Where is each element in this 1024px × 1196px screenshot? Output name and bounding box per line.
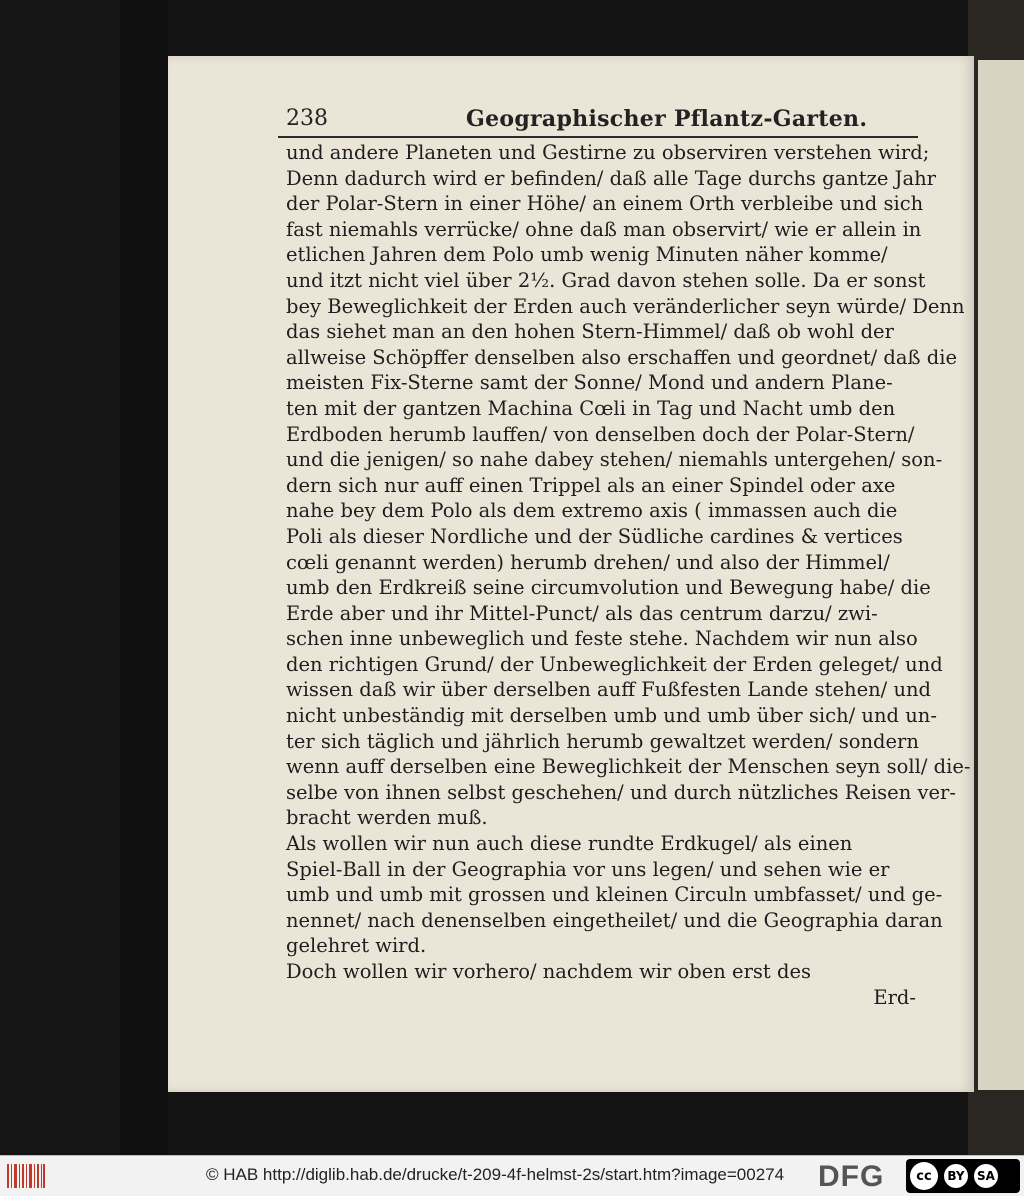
text-line: Spiel-Ball in der Geographia vor uns legen/ und sehen wie er bbox=[286, 857, 890, 881]
header-rule bbox=[278, 136, 918, 138]
text-line: und die jenigen/ so nahe dabey stehen/ niemahls untergehen/ son- bbox=[286, 448, 943, 472]
text-line: wissen daß wir über derselben auff Fußfesten Lande stehen/ und bbox=[286, 678, 932, 702]
text-line: Erdboden herumb lauffen/ von denselben doch der Polar-Stern/ bbox=[286, 422, 915, 446]
viewer-footer bbox=[0, 1155, 1024, 1196]
text-line: und itzt nicht viel über 2½. Grad davon stehen solle. Da er sonst bbox=[286, 268, 926, 292]
barcode-icon bbox=[6, 1162, 46, 1190]
text-line: und andere Planeten und Gestirne zu observiren verstehen wird; bbox=[286, 141, 930, 164]
text-line: meisten Fix-Sterne samt der Sonne/ Mond und andern Plane- bbox=[286, 371, 893, 395]
cc-license-badge[interactable] bbox=[906, 1159, 1020, 1193]
catchword: Erd- bbox=[873, 985, 916, 1009]
by-person-icon: BY bbox=[944, 1164, 968, 1188]
text-line: bey Beweglichkeit der Erden auch veränderlicher seyn würde/ Denn bbox=[286, 294, 965, 318]
next-page-edge bbox=[978, 60, 1024, 1090]
text-line: Poli als dieser Nordliche und der Südliche cardines & vertices bbox=[286, 524, 903, 548]
page-header bbox=[286, 106, 906, 136]
text-line: Denn dadurch wird er befinden/ daß alle Tage durchs gantze Jahr bbox=[286, 166, 936, 190]
text-line: das siehet man an den hohen Stern-Himmel/ daß ob wohl der bbox=[286, 320, 894, 344]
text-line: ter sich täglich und jährlich herumb gewaltzet werden/ sondern bbox=[286, 729, 919, 753]
text-line: wenn auff derselben eine Beweglichkeit der Menschen seyn soll/ die- bbox=[286, 755, 971, 779]
text-line: selbe von ihnen selbst geschehen/ und durch nützliches Reisen ver- bbox=[286, 780, 956, 804]
text-line: fast niemahls verrücke/ ohne daß man observirt/ wie er allein in bbox=[286, 217, 922, 241]
book-page bbox=[168, 56, 974, 1092]
text-line: Als wollen wir nun auch diese rundte Erdkugel/ als einen bbox=[286, 832, 853, 856]
text-line: Erde aber und ihr Mittel-Punct/ als das centrum darzu/ zwi- bbox=[286, 601, 878, 625]
text-line: allweise Schöpffer denselben also erschaffen und geordnet/ daß die bbox=[286, 345, 958, 369]
text-line: cœli genannt werden) herumb drehen/ und also der Himmel/ bbox=[286, 550, 890, 574]
text-line: umb und umb mit grossen und kleinen Circuln umbfasset/ und ge- bbox=[286, 883, 943, 907]
text-line: schen inne unbeweglich und feste stehe. Nachdem wir nun also bbox=[286, 627, 918, 651]
text-line: nahe bey dem Polo als dem extremo axis ( immassen auch die bbox=[286, 499, 898, 523]
text-line: bracht werden muß. bbox=[286, 806, 488, 830]
text-line: etlichen Jahren dem Polo umb wenig Minuten näher komme/ bbox=[286, 243, 888, 267]
text-line: dern sich nur auff einen Trippel als an einer Spindel oder axe bbox=[286, 473, 896, 497]
page-number: 238 bbox=[286, 106, 328, 131]
text-line: ten mit der gantzen Machina Cœli in Tag und Nacht umb den bbox=[286, 396, 896, 420]
sa-share-alike-icon: SA bbox=[974, 1164, 998, 1188]
dfg-logo: DFG bbox=[818, 1160, 885, 1193]
text-line: gelehret wird. bbox=[286, 934, 427, 958]
text-line: den richtigen Grund/ der Unbeweglichkeit der Erden geleget/ und bbox=[286, 652, 943, 676]
text-line: nennet/ nach denenselben eingetheilet/ und die Geographia daran bbox=[286, 908, 943, 932]
copyright-link[interactable]: © HAB http://diglib.hab.de/drucke/t-209-4f-helmst-2s/start.htm?image=00274 bbox=[206, 1165, 785, 1184]
scan-gutter bbox=[120, 0, 168, 1155]
text-line: umb den Erdkreiß seine circumvolution und Bewegung habe/ die bbox=[286, 576, 931, 600]
body-text bbox=[286, 140, 971, 1010]
text-line: der Polar-Stern in einer Höhe/ an einem Orth verbleibe und sich bbox=[286, 192, 924, 216]
text-line: nicht unbeständig mit derselben umb und umb über sich/ und un- bbox=[286, 704, 937, 728]
text-line: Doch wollen wir vorhero/ nachdem wir oben erst des bbox=[286, 960, 811, 983]
cc-icon: cc bbox=[910, 1162, 938, 1190]
running-title: Geographischer Pflantz-Garten. bbox=[466, 106, 868, 132]
